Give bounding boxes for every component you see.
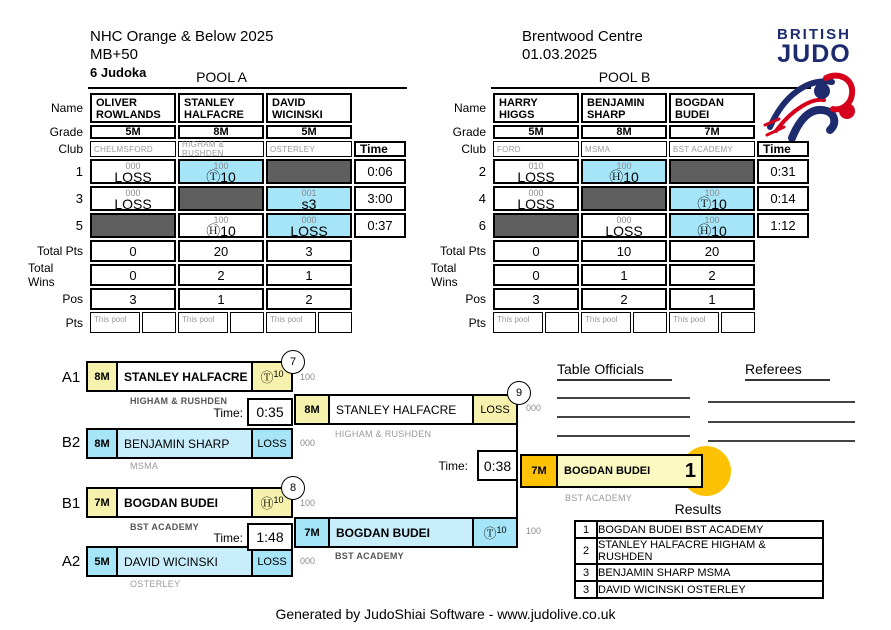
bracket-competitor-name: BOGDAN BUDEI — [124, 495, 219, 510]
match-time: 0:06 — [354, 159, 406, 184]
signature-line — [708, 401, 855, 403]
grade-cell: 5M — [493, 125, 579, 139]
match-cell: 000 LOSS — [266, 213, 352, 238]
match-result: Ⓣ 10 — [472, 519, 516, 546]
result-row — [575, 538, 823, 564]
match-cell: 000 LOSS — [493, 186, 579, 211]
pool-b-table — [431, 93, 813, 335]
competitor-name: BOGDAN BUDEI — [669, 93, 755, 123]
pts-cell: This pool — [90, 312, 176, 333]
match-time-box: 1:48 — [247, 523, 293, 551]
score-code: 100 — [300, 498, 316, 508]
match-cell-empty — [669, 159, 755, 184]
signature-line — [557, 397, 690, 399]
row-label-total-pts: Total Pts — [36, 244, 83, 258]
match-cell: 100 Ⓗ10 — [669, 213, 755, 238]
bracket-competitor-name: BENJAMIN SHARP — [118, 430, 251, 457]
club-label: OSTERLEY — [130, 579, 181, 589]
match-number-label: 1 — [75, 164, 83, 179]
row-label-grade: Grade — [452, 125, 486, 139]
match-cell-empty — [90, 213, 176, 238]
match-time-box: 0:35 — [247, 398, 293, 426]
total-wins-cell: 0 — [90, 264, 176, 286]
total-pts-cell: 20 — [178, 240, 264, 262]
club-cell: HIGHAM & RUSHDEN — [178, 141, 264, 157]
match-number-label: 6 — [478, 218, 486, 233]
bracket-slot-b1: B1 — [61, 495, 81, 512]
result-entry: DAVID WICINSKI OSTERLEY — [597, 581, 823, 598]
results-table — [574, 520, 824, 599]
match-time: 3:00 — [354, 186, 406, 211]
pool-a-table — [28, 93, 410, 335]
grade-box: 7M — [296, 519, 330, 546]
winner-name: BOGDAN BUDEI — [558, 456, 685, 486]
bracket-competitor-name: STANLEY HALFACRE — [124, 369, 248, 384]
pts-cell: This pool — [266, 312, 352, 333]
match-cell: 100 Ⓗ10 — [178, 213, 264, 238]
match-cell: 100 Ⓗ10 — [581, 159, 667, 184]
total-wins-cell: 2 — [178, 264, 264, 286]
time-header: Time — [757, 141, 809, 157]
match-time: 0:14 — [757, 186, 809, 211]
grade-box: 5M — [88, 548, 118, 575]
total-pts-cell: 10 — [581, 240, 667, 262]
club-cell: CHELMSFORD — [90, 141, 176, 157]
total-pts-cell: 0 — [493, 240, 579, 262]
time-label: Time: — [438, 459, 468, 473]
row-label-pts: Pts — [468, 315, 486, 330]
logo-text-british: BRITISH — [777, 26, 851, 43]
time-label: Time: — [213, 531, 243, 545]
referees-heading: Referees — [745, 361, 830, 381]
signature-line — [708, 440, 855, 442]
club-cell: FORD — [493, 141, 579, 157]
match-number-badge: 9 — [507, 381, 531, 405]
winner-bar — [520, 454, 703, 488]
grade-cell: 5M — [90, 125, 176, 139]
pts-cell: This pool — [178, 312, 264, 333]
signature-line — [557, 416, 690, 418]
final-top-bar — [294, 394, 518, 425]
club-cell: OSTERLEY — [266, 141, 352, 157]
results-title: Results — [674, 501, 722, 517]
event-date: 01.03.2025 — [522, 46, 598, 63]
row-label-pos: Pos — [465, 292, 486, 306]
signature-line — [708, 421, 855, 423]
grade-box: 8M — [296, 396, 330, 423]
match-result: LOSS — [251, 548, 291, 575]
bracket-competitor-name: DAVID WICINSKI — [118, 548, 251, 575]
total-wins-cell: 1 — [581, 264, 667, 286]
total-wins-cell: 2 — [669, 264, 755, 286]
match-cell: 100 Ⓣ10 — [669, 186, 755, 211]
grade-cell: 8M — [581, 125, 667, 139]
club-label: HIGHAM & RUSHDEN — [335, 429, 432, 439]
grade-cell: 8M — [178, 125, 264, 139]
winner-position: 1 — [685, 456, 701, 486]
row-label-name: Name — [453, 101, 486, 115]
row-label-club: Club — [461, 142, 486, 156]
match-cell: 000 LOSS — [90, 159, 176, 184]
venue: Brentwood Centre — [522, 28, 643, 45]
club-label: HIGHAM & RUSHDEN — [130, 396, 228, 406]
row-label-total-pts: Total Pts — [439, 244, 486, 258]
pool-b-title: POOL B — [598, 69, 651, 85]
row-label-total-wins: Total Wins — [431, 261, 458, 289]
bracket-slot-a1: A1 — [61, 369, 81, 386]
score-code: 100 — [300, 372, 316, 382]
grade-cell: 5M — [266, 125, 352, 139]
competitor-name: OLIVER ROWLANDS — [90, 93, 176, 123]
result-entry: STANLEY HALFACRE HIGHAM & RUSHDEN — [597, 538, 823, 564]
match-time: 0:37 — [354, 213, 406, 238]
club-cell: MSMA — [581, 141, 667, 157]
final-bottom-bar — [294, 517, 518, 548]
match-number-label: 4 — [478, 191, 486, 206]
match-result: Ⓣ 10 — [251, 363, 291, 390]
grade-box: 7M — [88, 489, 118, 516]
pts-cell: This pool — [669, 312, 755, 333]
result-row — [575, 581, 823, 598]
match-number-label: 3 — [75, 191, 83, 206]
result-entry: BENJAMIN SHARP MSMA — [597, 564, 823, 581]
category-label: MB+50 — [90, 46, 138, 63]
total-wins-cell: 0 — [493, 264, 579, 286]
pos-cell: 1 — [669, 288, 755, 310]
result-row — [575, 564, 823, 581]
club-label: BST ACADEMY — [130, 522, 199, 532]
bracket-competitor-name: BOGDAN BUDEI — [330, 519, 472, 546]
time-header: Time — [354, 141, 406, 157]
match-result: LOSS — [472, 396, 516, 423]
total-pts-cell: 0 — [90, 240, 176, 262]
row-label-pts: Pts — [65, 315, 83, 330]
grade-cell: 7M — [669, 125, 755, 139]
total-pts-cell: 20 — [669, 240, 755, 262]
competitor-name: STANLEY HALFACRE — [178, 93, 264, 123]
match-cell: 010 LOSS — [493, 159, 579, 184]
pos-cell: 2 — [581, 288, 667, 310]
table-officials-heading: Table Officials — [557, 361, 672, 381]
score-code: 100 — [526, 526, 542, 536]
match-number-label: 5 — [75, 218, 83, 233]
row-label-total-wins: Total Wins — [28, 261, 55, 289]
pts-cell: This pool — [493, 312, 579, 333]
signature-line — [557, 435, 690, 437]
match-result: LOSS — [251, 430, 291, 457]
match-result: Ⓗ 10 — [251, 489, 291, 516]
grade-box: 8M — [88, 363, 118, 390]
row-label-pos: Pos — [62, 292, 83, 306]
row-label-name: Name — [50, 101, 83, 115]
bracket-competitor-name: STANLEY HALFACRE — [336, 402, 457, 417]
grade-box: 7M — [522, 456, 558, 486]
row-label-grade: Grade — [49, 125, 83, 139]
pos-cell: 3 — [90, 288, 176, 310]
competitor-name: DAVID WICINSKI — [266, 93, 352, 123]
total-pts-cell: 3 — [266, 240, 352, 262]
club-label: BST ACADEMY — [565, 493, 633, 503]
competitor-name: BENJAMIN SHARP — [581, 93, 667, 123]
match-cell-empty — [266, 159, 352, 184]
sf1-top-bar — [86, 361, 293, 392]
match-cell: 000 LOSS — [581, 213, 667, 238]
pool-a-underline — [88, 87, 407, 89]
result-row — [575, 521, 823, 538]
bracket-slot-a2: A2 — [61, 553, 81, 570]
match-number-label: 2 — [478, 164, 486, 179]
match-cell: 100 Ⓣ10 — [178, 159, 264, 184]
result-entry: BOGDAN BUDEI BST ACADEMY — [597, 521, 823, 538]
pts-cell: This pool — [581, 312, 667, 333]
bracket-slot-b2: B2 — [61, 434, 81, 451]
match-time-box: 0:38 — [477, 450, 518, 481]
pos-cell: 3 — [493, 288, 579, 310]
club-label: MSMA — [130, 461, 159, 471]
total-wins-cell: 1 — [266, 264, 352, 286]
pos-cell: 1 — [178, 288, 264, 310]
grade-box: 8M — [88, 430, 118, 457]
row-label-club: Club — [58, 142, 83, 156]
event-title: NHC Orange & Below 2025 — [90, 28, 274, 45]
judoka-count: 6 Judoka — [90, 65, 147, 80]
match-cell-empty — [493, 213, 579, 238]
score-code: 000 — [300, 556, 316, 566]
time-label: Time: — [213, 406, 243, 420]
score-code: 000 — [300, 438, 316, 448]
score-code: 000 — [526, 403, 542, 413]
sf2-top-bar — [86, 487, 293, 518]
logo-text-judo: JUDO — [777, 40, 851, 68]
result-rank: 3 — [575, 581, 597, 598]
pool-a-title: POOL A — [196, 69, 247, 85]
match-number-badge: 8 — [281, 476, 305, 500]
club-cell: BST ACADEMY — [669, 141, 755, 157]
match-cell: 001 s3 — [266, 186, 352, 211]
match-time: 1:12 — [757, 213, 809, 238]
match-cell-empty — [178, 186, 264, 211]
competitor-name: HARRY HIGGS — [493, 93, 579, 123]
result-rank: 1 — [575, 521, 597, 538]
sf1-bottom-bar — [86, 428, 293, 459]
result-rank: 2 — [575, 538, 597, 564]
match-cell-empty — [581, 186, 667, 211]
result-rank: 3 — [575, 564, 597, 581]
club-label: BST ACADEMY — [335, 551, 404, 561]
match-time: 0:31 — [757, 159, 809, 184]
pos-cell: 2 — [266, 288, 352, 310]
footer-credit: Generated by JudoShiai Software - www.judolive.co.uk — [275, 606, 616, 622]
match-cell: 000 LOSS — [90, 186, 176, 211]
match-number-badge: 7 — [281, 350, 305, 374]
